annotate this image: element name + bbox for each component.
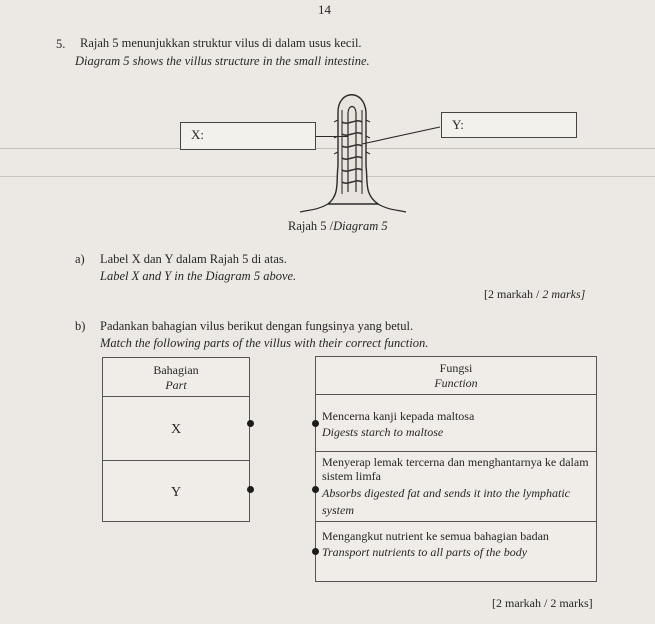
function-header-en: Function xyxy=(434,376,478,390)
label-y-text: Y: xyxy=(452,117,464,132)
part-x: X xyxy=(170,422,182,437)
function-2-ms: Menyerap lemak tercerna dan menghantarnya ke dalam sistem limfa xyxy=(322,455,589,483)
part-table xyxy=(102,357,250,522)
question-text-ms: Rajah 5 menunjukkan struktur vilus di dalam usus kecil. xyxy=(80,36,362,50)
label-y-box[interactable] xyxy=(441,112,577,138)
match-dot-function-2[interactable] xyxy=(312,486,319,493)
part-b-letter: b) xyxy=(75,319,86,333)
part-a-letter: a) xyxy=(75,252,85,266)
function-table xyxy=(315,356,597,582)
part-a-marks: [2 markah / 2 marks] xyxy=(484,287,586,301)
part-b-marks: [2 markah / 2 marks] xyxy=(492,596,593,610)
match-dot-function-1[interactable] xyxy=(312,420,319,427)
diagram-caption: Rajah 5 /Diagram 5 xyxy=(288,219,388,233)
match-dot-part-x[interactable] xyxy=(247,420,254,427)
label-x-box[interactable] xyxy=(180,122,316,150)
villus-diagram xyxy=(300,82,590,214)
function-1-ms: Mencerna kanji kepada maltosa xyxy=(322,409,475,423)
function-2-en: Absorbs digested fat and sends it into the lymphatic system xyxy=(322,486,570,517)
pointer-line-x xyxy=(316,136,348,137)
part-a-text-ms: Label X dan Y dalam Rajah 5 di atas. xyxy=(100,252,287,266)
part-b-text-en: Match the following parts of the villus with their correct function. xyxy=(100,336,429,350)
question-text-en: Diagram 5 shows the villus structure in the small intestine. xyxy=(75,54,370,68)
question-number: 5. xyxy=(56,37,66,51)
part-a-text-en: Label X and Y in the Diagram 5 above. xyxy=(100,269,297,283)
page-number: 14 xyxy=(318,2,331,17)
function-3-en: Transport nutrients to all parts of the body xyxy=(322,545,528,559)
function-header-ms: Fungsi xyxy=(439,361,473,375)
part-y: Y xyxy=(170,485,182,500)
villus-outline xyxy=(328,95,378,204)
pointer-line-y xyxy=(362,127,440,144)
function-3-ms: Mengangkut nutrient ke semua bahagian badan xyxy=(322,529,549,543)
part-b-text-ms: Padankan bahagian vilus berikut dengan fungsinya yang betul. xyxy=(100,319,414,333)
label-x-text: X: xyxy=(191,127,204,142)
function-1-en: Digests starch to maltose xyxy=(322,425,444,439)
part-header-ms: Bahagian xyxy=(153,363,199,377)
part-header-en: Part xyxy=(165,378,187,392)
match-dot-part-y[interactable] xyxy=(247,486,254,493)
match-dot-function-3[interactable] xyxy=(312,548,319,555)
